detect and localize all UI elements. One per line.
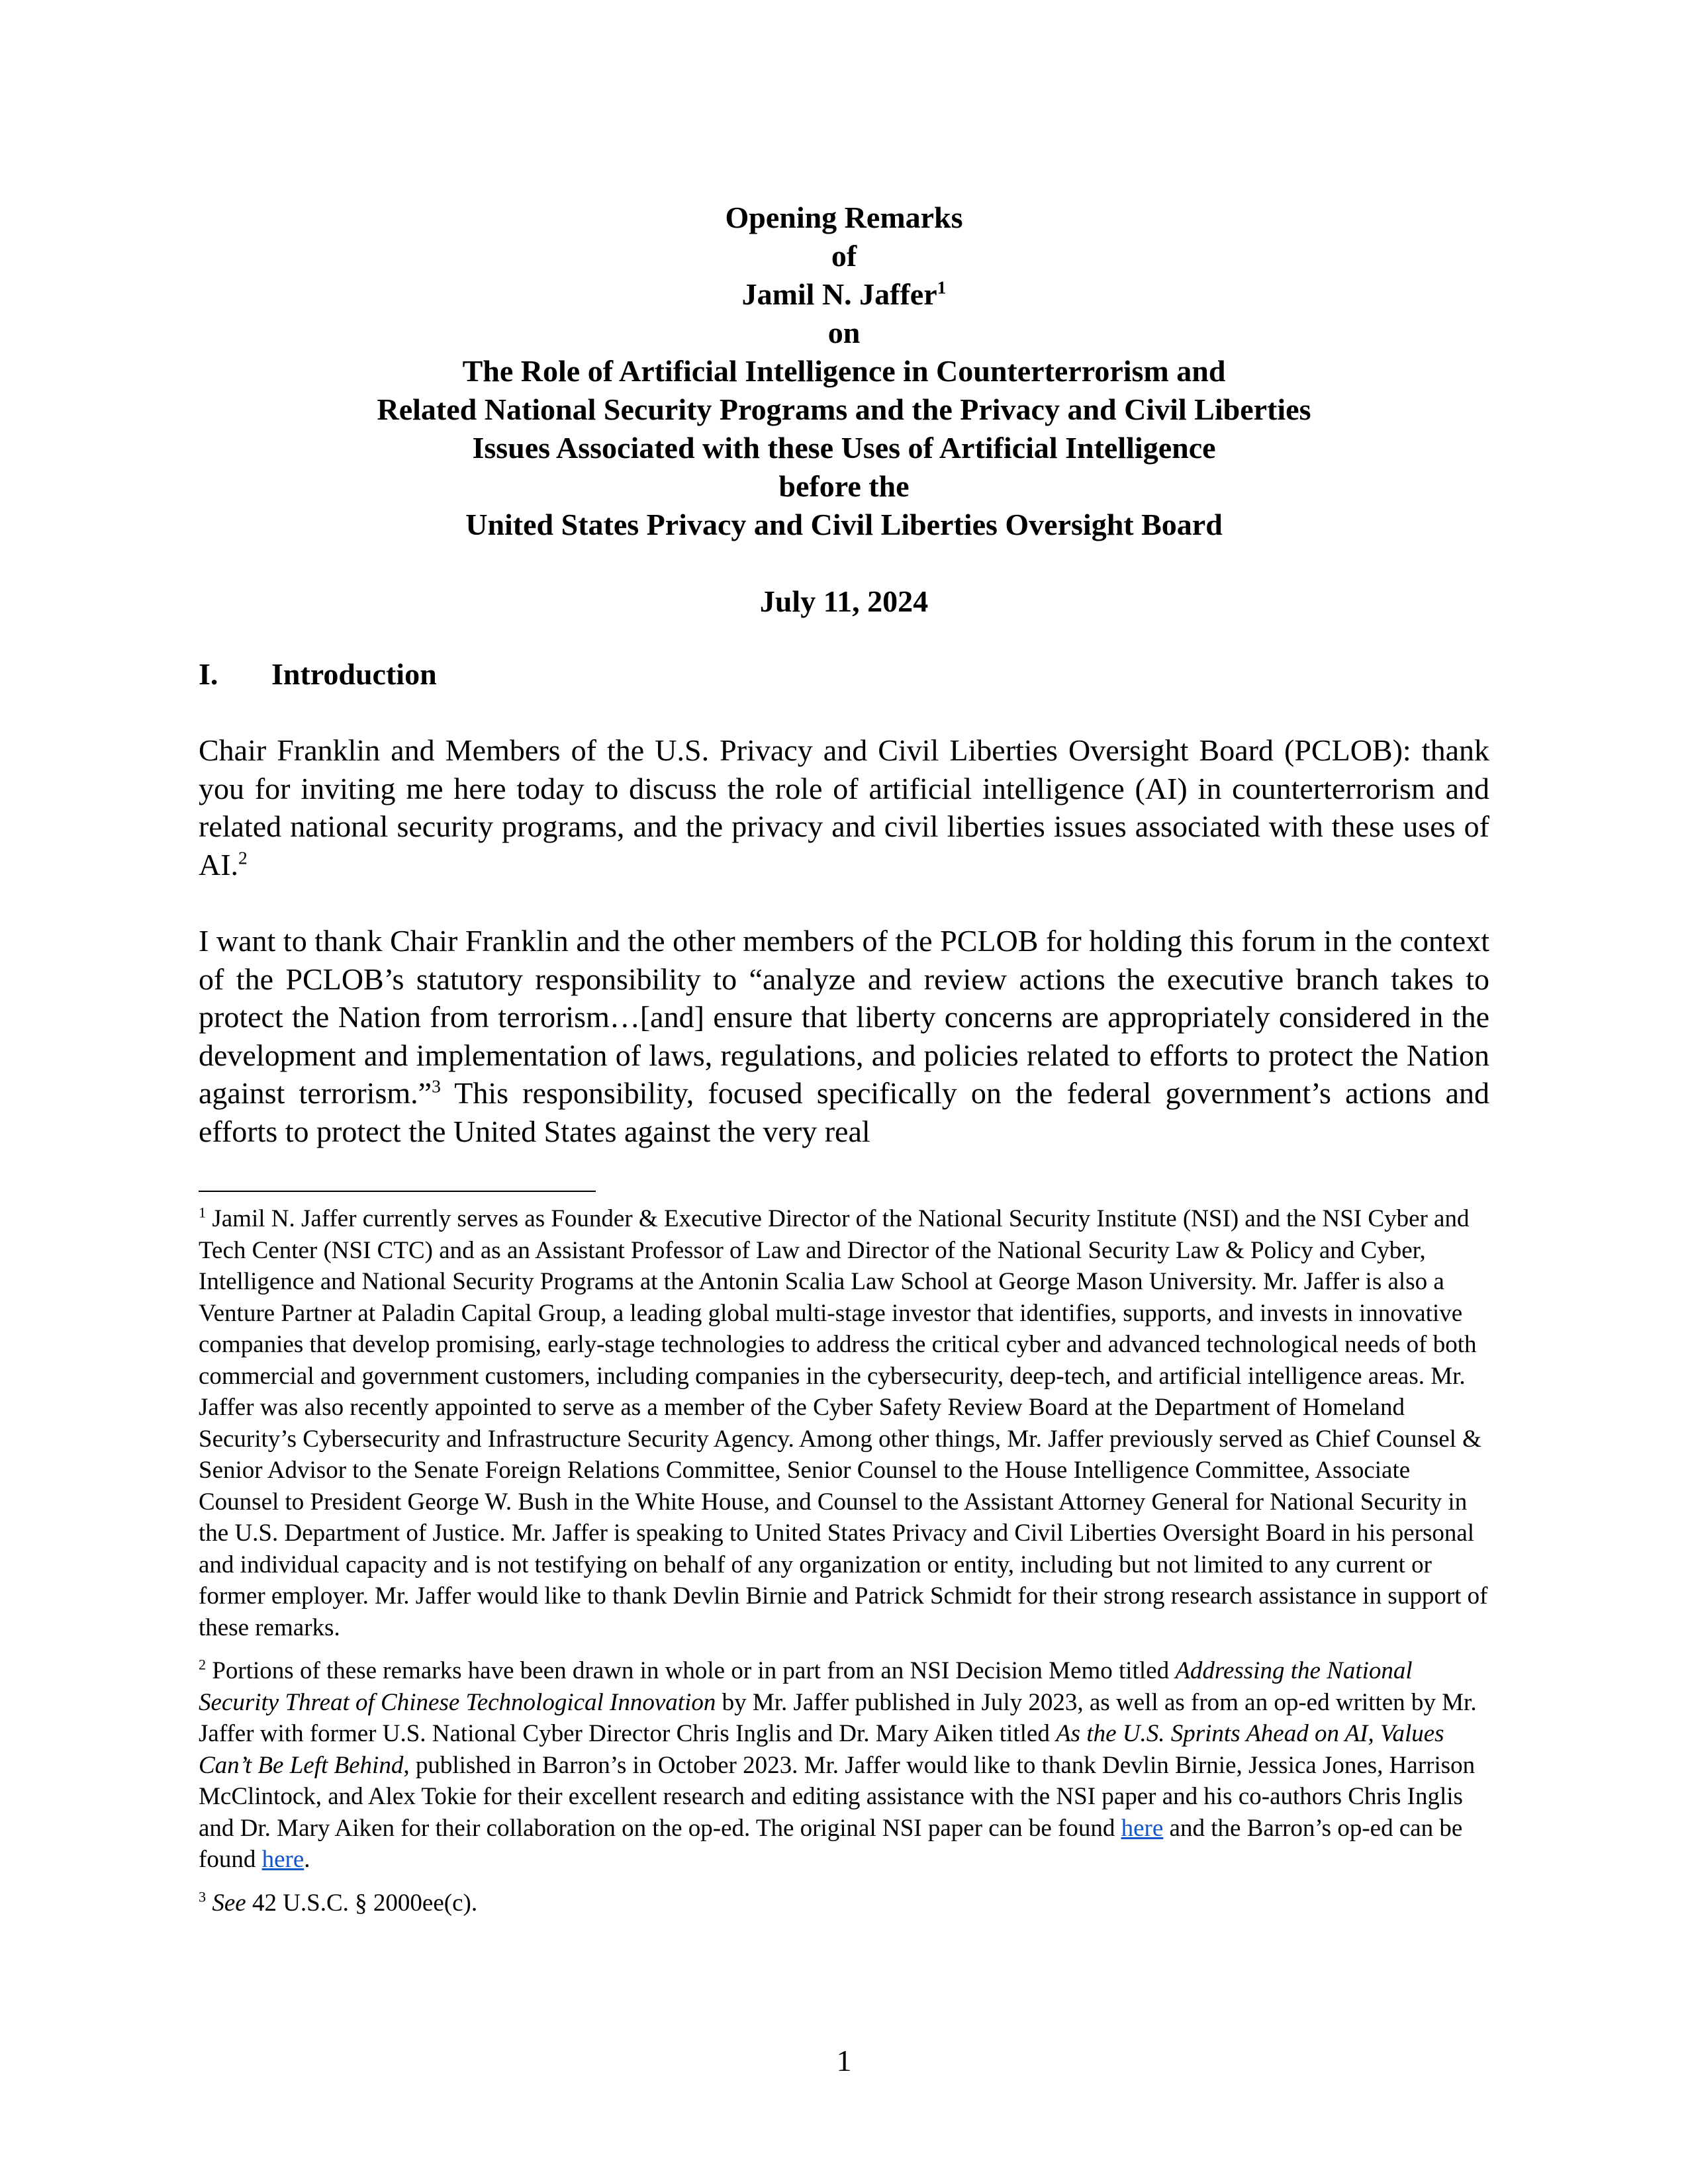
title-date: July 11, 2024 [759, 584, 929, 618]
page-number: 1 [836, 2044, 852, 2077]
intro-paragraph-2 [199, 922, 1489, 1150]
title-before-the: before the [778, 469, 910, 503]
speaker-name: Jamil N. Jaffer [741, 277, 937, 311]
intro-paragraph-1 [199, 731, 1489, 884]
footnote-text: Portions of these remarks have been drawn in whole or in part from an NSI Decision Memo titled [206, 1657, 1176, 1684]
title-subject-line-2: Related National Security Programs and the Privacy and Civil Liberties [377, 392, 1311, 426]
title-opening-remarks: Opening Remarks [725, 201, 963, 234]
section-number: I. [199, 657, 218, 691]
footnote-text: and the Barron’s op-ed can be found [199, 1814, 1463, 1873]
paragraph-text: I want to thank Chair Franklin and the other members of the PCLOB for holding this forum in the context of the PCLOB’s statutory responsibility to “analyze and review actions the executive branch takes to protect the Nation from terrorism…[and] ensure that liberty concerns are appropriately considered in the development and implementation of laws, regulations, and policies related to efforts to protect the Nation against terrorism.” [199, 924, 1489, 1110]
footnote-2 [199, 1655, 1489, 1876]
footnote-number: 2 [199, 1656, 207, 1673]
footnote-text: 42 U.S.C. § 2000ee(c). [246, 1889, 478, 1917]
footnotes [199, 1203, 1489, 1931]
footnote-ref-2[interactable]: 2 [238, 847, 248, 868]
title-subject-line-1: The Role of Artificial Intelligence in Counterterrorism and [462, 354, 1226, 388]
title-block [199, 199, 1489, 621]
title-speaker [199, 275, 1489, 314]
footnote-3 [199, 1888, 1489, 1919]
title-board: United States Privacy and Civil Liberties Oversight Board [465, 508, 1223, 541]
title-of: of [831, 239, 857, 273]
barrons-op-ed-link[interactable]: here [261, 1846, 305, 1873]
paragraph-text-continued: This responsibility, focused specifically on the federal government’s actions and efforts to protect the United States against the very real [199, 1076, 1490, 1148]
section-heading [199, 655, 1489, 694]
footnote-separator [199, 1191, 596, 1192]
footnote-signal-italic: See [212, 1889, 246, 1917]
footnote-title-italic: Addressing the National Security Threat of Chinese Technological Innovation [199, 1657, 1413, 1716]
footnote-number: 1 [199, 1204, 207, 1221]
paragraph-text: Chair Franklin and Members of the U.S. Privacy and Civil Liberties Oversight Board (PCLOB): thank you for inviting me here today to discuss the role of artificial intelligence (AI) in counterterrorism and related national security programs, and the privacy and civil liberties issues associated with these uses of AI. [199, 733, 1489, 882]
title-on: on [827, 316, 861, 349]
footnote-ref-3[interactable]: 3 [432, 1075, 441, 1097]
title-subject-line-3: Issues Associated with these Uses of Artificial Intelligence [472, 431, 1216, 465]
footnote-ref-1[interactable]: 1 [937, 277, 947, 298]
footnote-number: 3 [199, 1888, 207, 1905]
footnote-text: Jamil N. Jaffer currently serves as Founder & Executive Director of the National Security Institute (NSI) and the NSI Cyber and Tech Center (NSI CTC) and as an Assistant Professor of Law and Director of the National Security Law & Policy and Cyber, Intelligence and National Security Programs at the Antonin Scalia Law School at George Mason University. Mr. Jaffer is also a Venture Partner at Paladin Capital Group, a leading global multi-stage investor that identifies, supports, and invests in innovative companies that develop promising, early-stage technologies to address the critical cyber and advanced technological needs of both commercial and government customers, including companies in the cybersecurity, deep-tech, and artificial intelligence areas. Mr. Jaffer was also recently appointed to serve as a member of the Cyber Safety Review Board at the Department of Homeland Security’s Cybersecurity and Infrastructure Security Agency. Among other things, Mr. Jaffer previously served as Chief Counsel & Senior Advisor to the Senate Foreign Relations Committee, Senior Counsel to the House Intelligence Committee, Associate Counsel to President George W. Bush in the White House, and Counsel to the Assistant Attorney General for National Security in the U.S. Department of Justice. Mr. Jaffer is speaking to United States Privacy and Civil Liberties Oversight Board in his personal and individual capacity and is not testifying on behalf of any organization or entity, including but not limited to any current or former employer. Mr. Jaffer would like to thank Devlin Birnie and Patrick Schmidt for their strong research assistance in support of these remarks. [199, 1205, 1488, 1641]
nsi-paper-link[interactable]: here [1121, 1814, 1164, 1842]
footnote-text: . [304, 1846, 310, 1873]
footnote-1 [199, 1203, 1489, 1643]
footnote-text: , published in Barron’s in October 2023. Mr. Jaffer would like to thank Devlin Birnie, Jessica Jones, Harrison McClintock, and Alex Tokie for their excellent research and editing assistance with the NSI paper and his co-authors Chris Inglis and Dr. Mary Aiken for their collaboration on the op-ed. The original NSI paper can be found [199, 1751, 1476, 1842]
footnote-text: by Mr. Jaffer published in July 2023, as well as from an op-ed written by Mr. Jaffer with former U.S. National Cyber Director Chris Inglis and Dr. Mary Aiken titled [199, 1688, 1477, 1747]
section-title: Introduction [271, 657, 437, 691]
footnote-title-italic: As the U.S. Sprints Ahead on AI, Values Can’t Be Left Behind [199, 1720, 1444, 1779]
